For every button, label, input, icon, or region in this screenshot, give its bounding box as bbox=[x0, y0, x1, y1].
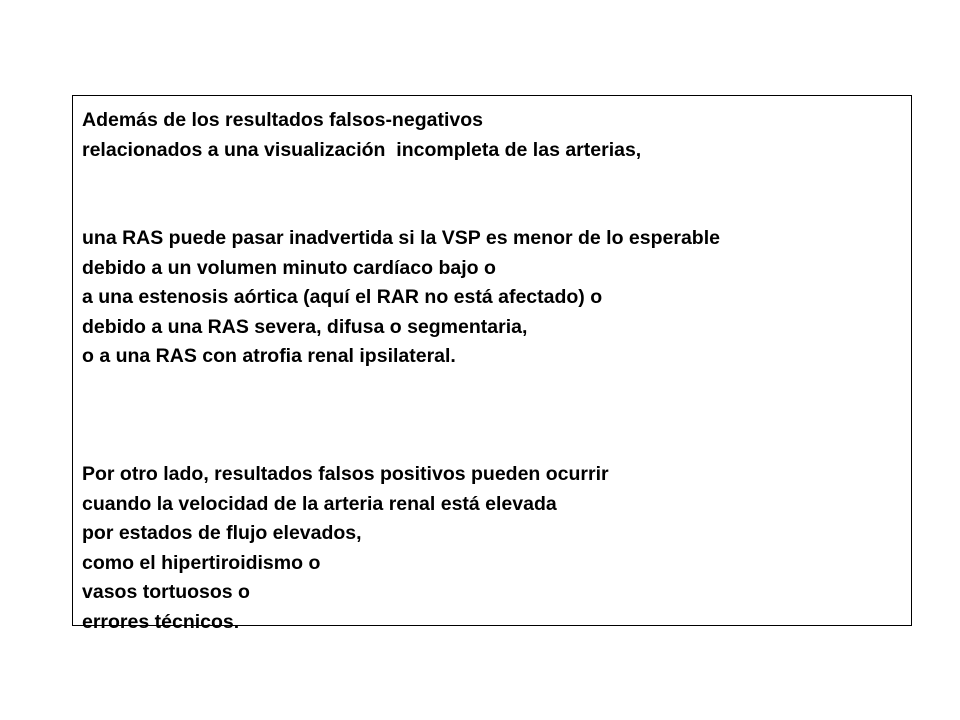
paragraph-3-line: vasos tortuosos o bbox=[82, 581, 250, 603]
paragraph-2-line: debido a una RAS severa, difusa o segmentaria, bbox=[82, 315, 528, 338]
paragraph-spacer bbox=[82, 431, 911, 461]
paragraph-3-line: como el hipertiroidismo o bbox=[82, 551, 321, 574]
paragraph-spacer bbox=[82, 165, 911, 195]
paragraph-1-line: Además de los resultados falsos-negativos bbox=[82, 109, 483, 131]
paragraph-2-line: debido a un volumen minuto cardíaco bajo o bbox=[82, 256, 496, 279]
paragraph-2-line: una RAS puede pasar inadvertida si la VSP es menor de lo esperable bbox=[82, 227, 720, 249]
paragraph-3-line: por estados de flujo elevados, bbox=[82, 522, 362, 544]
paragraph-spacer bbox=[82, 401, 911, 431]
paragraph-spacer bbox=[82, 372, 911, 402]
paragraph-spacer bbox=[82, 195, 911, 225]
paragraph-3-line: cuando la velocidad de la arteria renal está elevada bbox=[82, 492, 557, 515]
paragraph-1-line: relacionados a una visualización incompleta de las arterias, bbox=[82, 138, 642, 161]
paragraph-3-line: Por otro lado, resultados falsos positivos pueden ocurrir bbox=[82, 463, 609, 485]
paragraph-3-line: errores técnicos. bbox=[82, 610, 240, 633]
paragraph-2-line: a una estenosis aórtica (aquí el RAR no está afectado) o bbox=[82, 286, 603, 308]
paragraph-2-line: o a una RAS con atrofia renal ipsilateral. bbox=[82, 345, 456, 367]
text-box bbox=[72, 95, 912, 633]
